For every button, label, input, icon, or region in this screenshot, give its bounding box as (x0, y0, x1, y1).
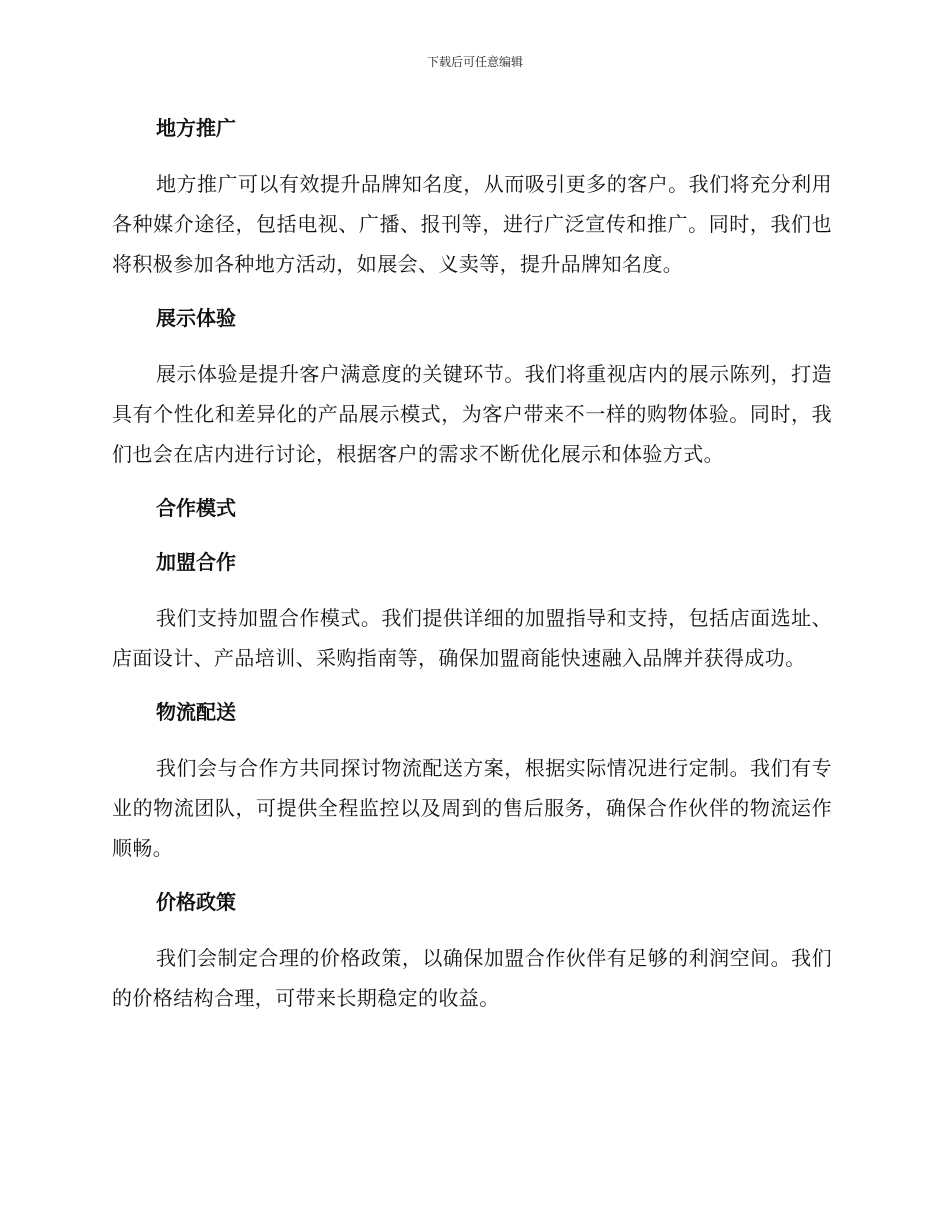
section-heading-franchise: 加盟合作 (156, 550, 236, 574)
section-heading-local-promotion: 地方推广 (156, 116, 236, 140)
section-body-local-promotion: 地方推广可以有效提升品牌知名度，从而吸引更多的客户。我们将充分利用各种媒介途径，包括电视、广播、报刊等，进行广泛宣传和推广。同时，我们也将积极参加各种地方活动，如展会、义卖等，提升品牌知名度。 (112, 172, 832, 276)
section-heading-logistics: 物流配送 (156, 700, 236, 724)
section-body-franchise: 我们支持加盟合作模式。我们提供详细的加盟指导和支持，包括店面选址、店面设计、产品培训、采购指南等，确保加盟商能快速融入品牌并获得成功。 (112, 606, 832, 670)
section-heading-display-experience: 展示体验 (156, 306, 236, 330)
document-body (112, 108, 832, 1018)
section-body-pricing-policy: 我们会制定合理的价格政策，以确保加盟合作伙伴有足够的利润空间。我们的价格结构合理，可带来长期稳定的收益。 (112, 946, 832, 1010)
section-heading-pricing-policy: 价格政策 (156, 890, 236, 914)
page-header: 下载后可任意编辑 (426, 55, 523, 69)
section-heading-cooperation-model: 合作模式 (156, 496, 236, 520)
section-body-logistics: 我们会与合作方共同探讨物流配送方案，根据实际情况进行定制。我们有专业的物流团队，可提供全程监控以及周到的售后服务，确保合作伙伴的物流运作顺畅。 (112, 756, 832, 860)
section-body-display-experience: 展示体验是提升客户满意度的关键环节。我们将重视店内的展示陈列，打造具有个性化和差异化的产品展示模式，为客户带来不一样的购物体验。同时，我们也会在店内进行讨论，根据客户的需求不断优化展示和体验方式。 (112, 362, 832, 466)
